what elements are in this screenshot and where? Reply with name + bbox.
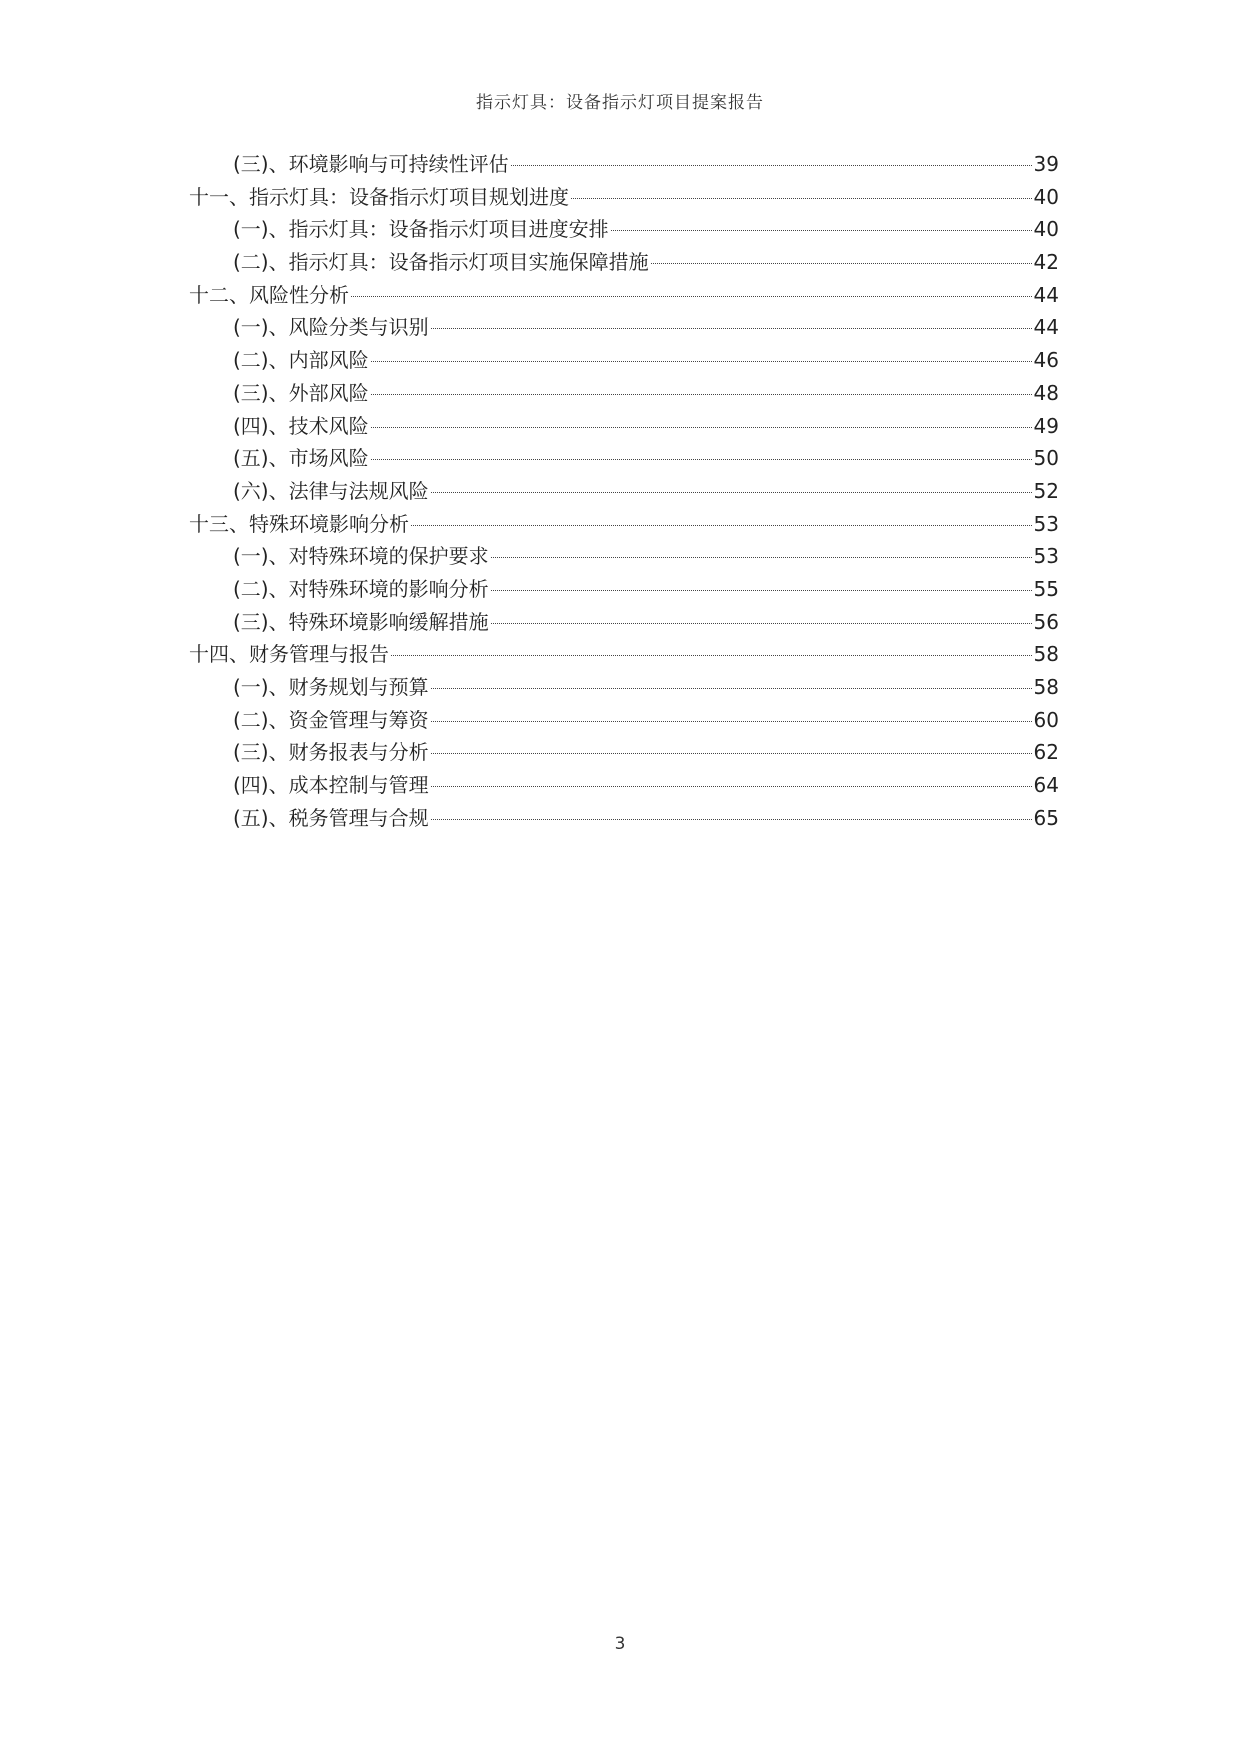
toc-entry-page-number: 53 <box>1033 544 1059 569</box>
toc-section-entry[interactable] <box>189 736 1059 769</box>
toc-dot-leader <box>351 296 1032 297</box>
toc-entry-page-number: 48 <box>1033 380 1059 405</box>
toc-entry-title: (三)、环境影响与可持续性评估 <box>233 152 509 176</box>
toc-entry-title: 十一、指示灯具：设备指示灯项目规划进度 <box>189 184 569 209</box>
toc-entry-title: 十二、风险性分析 <box>189 282 349 307</box>
toc-entry-title: (二)、内部风险 <box>233 348 369 373</box>
toc-section-entry[interactable] <box>189 606 1059 639</box>
toc-entry-title: (一)、对特殊环境的保护要求 <box>233 544 489 569</box>
toc-section-entry[interactable] <box>189 246 1059 279</box>
toc-dot-leader <box>651 263 1032 264</box>
toc-entry-title: (二)、对特殊环境的影响分析 <box>233 576 489 601</box>
toc-dot-leader <box>431 328 1032 329</box>
toc-entry-page-number: 55 <box>1033 576 1059 601</box>
toc-chapter-entry[interactable] <box>189 279 1059 312</box>
toc-dot-leader <box>371 427 1032 428</box>
toc-entry-title: (六)、法律与法规风险 <box>233 478 429 503</box>
table-of-contents <box>189 148 1059 834</box>
toc-dot-leader <box>391 655 1032 656</box>
toc-entry-title: (三)、财务报表与分析 <box>233 740 429 765</box>
toc-section-entry[interactable] <box>189 311 1059 344</box>
toc-section-entry[interactable] <box>189 802 1059 835</box>
toc-dot-leader <box>571 198 1032 199</box>
toc-chapter-entry[interactable] <box>189 181 1059 214</box>
toc-section-entry[interactable] <box>189 540 1059 573</box>
toc-entry-title: (二)、指示灯具：设备指示灯项目实施保障措施 <box>233 250 649 275</box>
toc-entry-title: (四)、成本控制与管理 <box>233 773 429 798</box>
toc-dot-leader <box>491 590 1032 591</box>
toc-entry-page-number: 52 <box>1033 478 1059 503</box>
toc-section-entry[interactable] <box>189 213 1059 246</box>
toc-entry-page-number: 53 <box>1033 511 1059 536</box>
toc-dot-leader <box>371 361 1032 362</box>
toc-dot-leader <box>611 230 1032 231</box>
toc-entry-title: (一)、指示灯具：设备指示灯项目进度安排 <box>233 217 609 242</box>
toc-entry-title: (一)、风险分类与识别 <box>233 315 429 340</box>
toc-dot-leader <box>371 459 1032 460</box>
toc-entry-title: (五)、税务管理与合规 <box>233 805 429 830</box>
toc-chapter-entry[interactable] <box>189 508 1059 541</box>
toc-section-entry[interactable] <box>189 704 1059 737</box>
toc-entry-page-number: 42 <box>1033 250 1059 275</box>
toc-entry-page-number: 56 <box>1033 609 1059 634</box>
toc-entry-page-number: 40 <box>1033 184 1059 209</box>
toc-dot-leader <box>431 688 1032 689</box>
toc-entry-page-number: 50 <box>1033 446 1059 471</box>
toc-entry-page-number: 49 <box>1033 413 1059 438</box>
toc-entry-page-number: 44 <box>1033 315 1059 340</box>
toc-chapter-entry[interactable] <box>189 638 1059 671</box>
toc-dot-leader <box>431 819 1032 820</box>
toc-dot-leader <box>431 753 1032 754</box>
toc-entry-page-number: 62 <box>1033 740 1059 765</box>
toc-section-entry[interactable] <box>189 377 1059 410</box>
toc-dot-leader <box>431 492 1032 493</box>
toc-dot-leader <box>431 786 1032 787</box>
toc-entry-page-number: 44 <box>1033 282 1059 307</box>
toc-section-entry[interactable] <box>189 148 1059 181</box>
toc-section-entry[interactable] <box>189 769 1059 802</box>
toc-entry-title: (四)、技术风险 <box>233 413 369 438</box>
toc-section-entry[interactable] <box>189 442 1059 475</box>
toc-section-entry[interactable] <box>189 344 1059 377</box>
toc-section-entry[interactable] <box>189 410 1059 443</box>
toc-entry-title: 十三、特殊环境影响分析 <box>189 511 409 536</box>
toc-dot-leader <box>411 525 1032 526</box>
toc-entry-title: (二)、资金管理与筹资 <box>233 707 429 732</box>
toc-entry-page-number: 60 <box>1033 707 1059 732</box>
toc-entry-title: (三)、外部风险 <box>233 380 369 405</box>
toc-entry-title: (一)、财务规划与预算 <box>233 675 429 699</box>
toc-section-entry[interactable] <box>189 671 1059 704</box>
toc-dot-leader <box>491 557 1032 558</box>
toc-entry-title: (三)、特殊环境影响缓解措施 <box>233 609 489 634</box>
toc-entry-page-number: 46 <box>1033 348 1059 373</box>
toc-dot-leader <box>371 394 1032 395</box>
toc-entry-title: (五)、市场风险 <box>233 446 369 471</box>
toc-section-entry[interactable] <box>189 475 1059 508</box>
toc-entry-page-number: 58 <box>1033 675 1059 699</box>
toc-entry-page-number: 39 <box>1033 152 1059 176</box>
toc-section-entry[interactable] <box>189 573 1059 606</box>
page-header-title: 指示灯具：设备指示灯项目提案报告 <box>476 93 764 113</box>
page-number: 3 <box>614 1634 626 1654</box>
toc-dot-leader <box>431 721 1032 722</box>
toc-entry-page-number: 65 <box>1033 805 1059 830</box>
toc-entry-title: 十四、财务管理与报告 <box>189 642 389 667</box>
toc-dot-leader <box>491 623 1032 624</box>
toc-entry-page-number: 58 <box>1033 642 1059 667</box>
toc-entry-page-number: 40 <box>1033 217 1059 242</box>
toc-entry-page-number: 64 <box>1033 773 1059 798</box>
toc-dot-leader <box>511 165 1032 166</box>
